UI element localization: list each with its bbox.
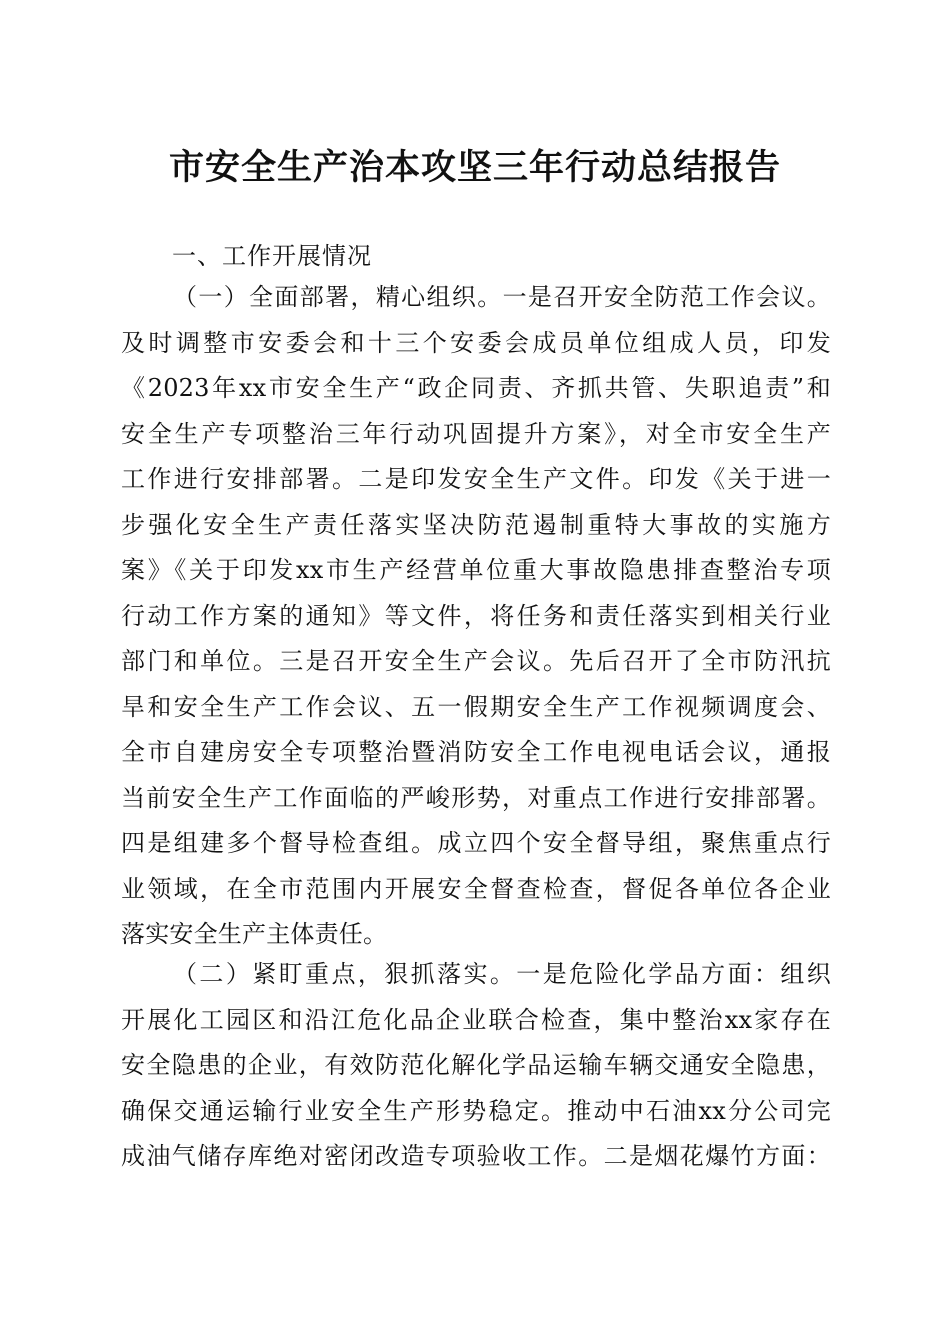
paragraph-line: 部门和单位。三是召开安全生产会议。先后召开了全市防汛抗: [121, 647, 831, 675]
paragraph-line: 工作进行安排部署。二是印发安全生产文件。印发《关于进一: [121, 465, 831, 493]
paragraph-line: 安全隐患的企业，有效防范化解化学品运输车辆交通安全隐患，: [121, 1051, 831, 1079]
paragraph-line: 落实安全生产主体责任。: [121, 920, 388, 948]
paragraph-line: 安全生产专项整治三年行动巩固提升方案》，对全市安全生产: [121, 419, 831, 448]
page-title: 市安全生产治本攻坚三年行动总结报告: [168, 147, 781, 188]
paragraph-section-2: [121, 952, 831, 1180]
paragraph-line: 旱和安全生产工作会议、五一假期安全生产工作视频调度会、: [121, 692, 831, 721]
paragraph-line: 业领域，在全市范围内开展安全督查检查，督促各单位各企业: [121, 874, 831, 903]
paragraph-line: 成油气储存库绝对密闭改造专项验收工作。二是烟花爆竹方面：: [121, 1142, 831, 1170]
paragraph-line: 及时调整市安委会和十三个安委会成员单位组成人员，印发: [121, 328, 831, 357]
paragraph-section-1: [121, 275, 831, 958]
paragraph-line: 开展化工园区和沿江危化品企业联合检查，集中整治xx家存在: [121, 1005, 831, 1034]
paragraph-line: 全市自建房安全专项整治暨消防安全工作电视电话会议，通报: [121, 738, 831, 766]
paragraph-line: 行动工作方案的通知》等文件，将任务和责任落实到相关行业: [121, 601, 831, 630]
paragraph-line: （二）紧盯重点，狠抓落实。一是危险化学品方面：组织: [173, 960, 831, 988]
paragraph-line: （一）全面部署，精心组织。一是召开安全防范工作会议。: [173, 283, 831, 311]
paragraph-line: 四是组建多个督导检查组。成立四个安全督导组，聚焦重点行: [121, 829, 831, 857]
paragraph-line: 步强化安全生产责任落实坚决防范遏制重特大事故的实施方: [121, 510, 831, 539]
paragraph-line: 当前安全生产工作面临的严峻形势，对重点工作进行安排部署。: [121, 783, 831, 812]
paragraph-line: 《2023年xx市安全生产“政企同责、齐抓共管、失职追责”和: [121, 374, 831, 402]
section-heading: 一、工作开展情况: [172, 242, 372, 270]
paragraph-line: 确保交通运输行业安全生产形势稳定。推动中石油xx分公司完: [121, 1096, 831, 1125]
paragraph-line: 案》《关于印发xx市生产经营单位重大事故隐患排查整治专项: [121, 556, 831, 584]
